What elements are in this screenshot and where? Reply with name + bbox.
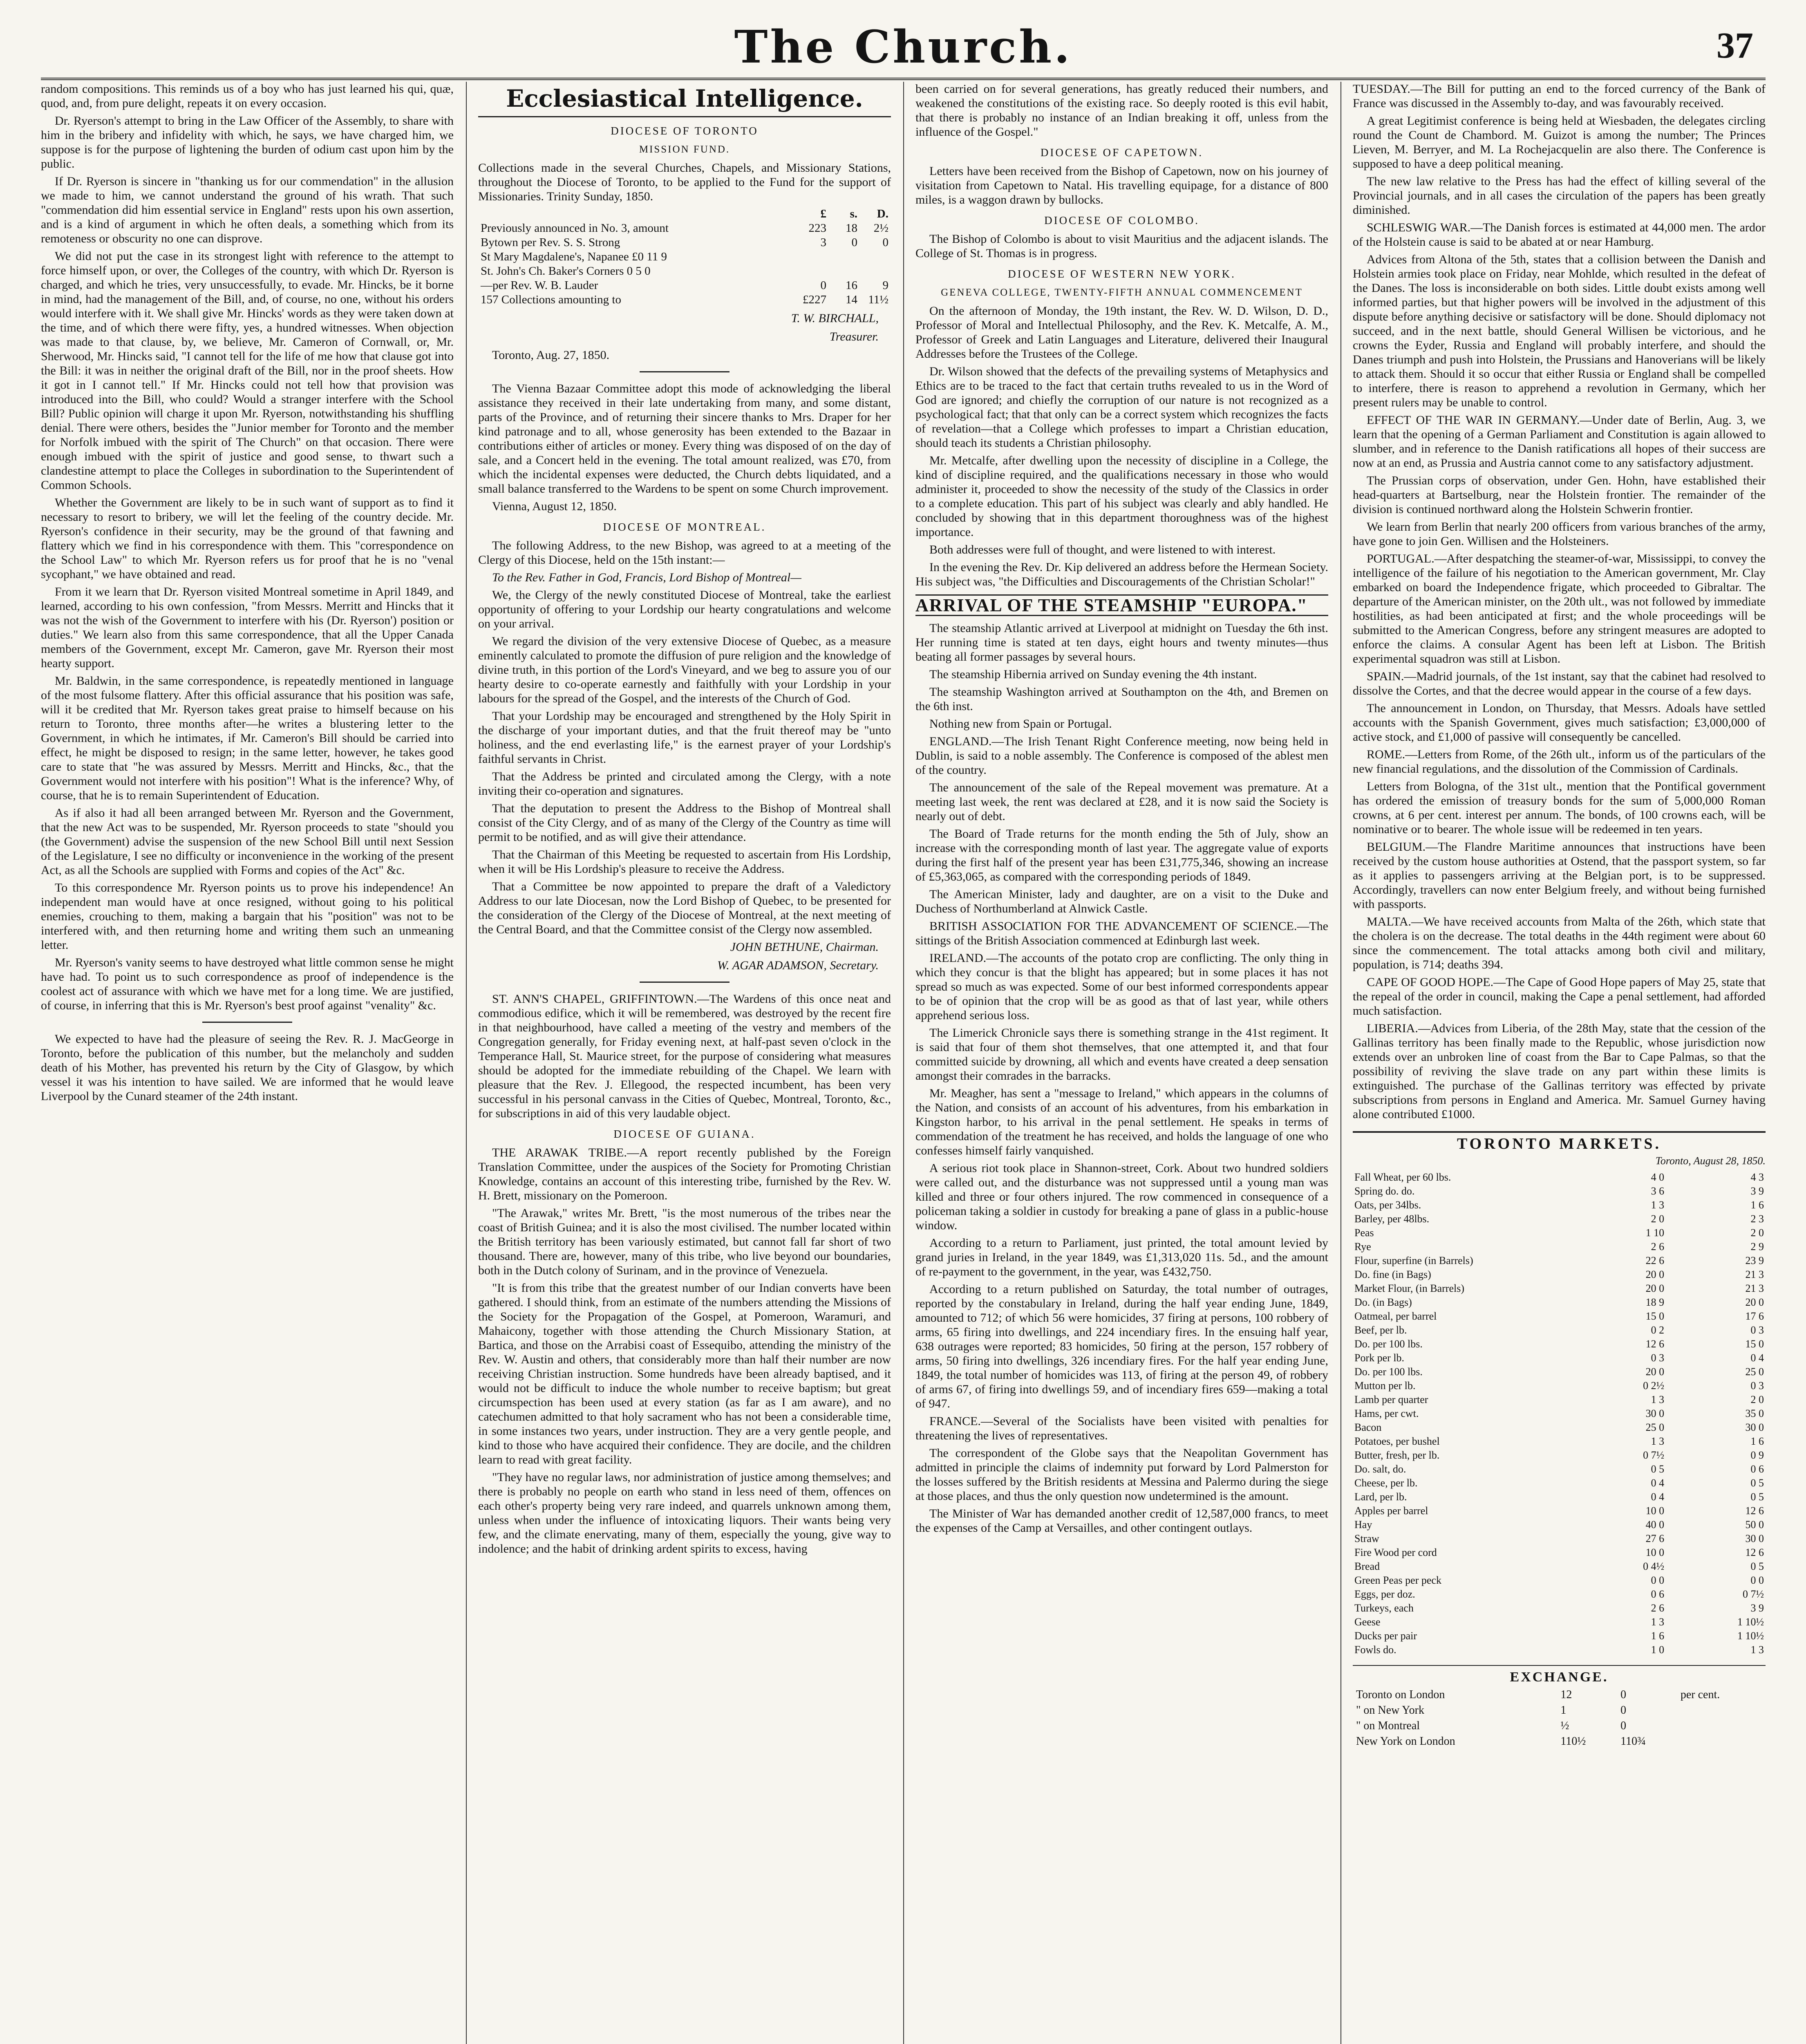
paragraph: Whether the Government are likely to be in such want of support as to find it necessary to resort to bribery, we will let the feeling of the country decide. Mr. Ryerson's confidence in their security, may be the ground of that fawning and flattery which we find in his correspondence with them. This "correspondence on the School Law" to which Mr. Ryerson refers us for proof that he is no "venal sycophant," we have obtained and read. <box>41 496 454 581</box>
table-cell: 1 6 <box>1651 1630 1665 1642</box>
table-cell: 0 0 <box>1750 1574 1764 1586</box>
table-row <box>1353 1393 1766 1407</box>
table-cell: 157 Collections amounting to <box>481 293 621 306</box>
table-row <box>1354 1734 1765 1749</box>
paragraph: From it we learn that Dr. Ryerson visited Montreal sometime in April 1849, and learned, according to his own confession, "from Messrs. Merritt and Hincks that it was not the wish of the Government to interfere with his (Dr. Ryerson') position or duties." We learn also from this same correspondence, that all the Upper Canada members of the Government, except Mr. Cameron, gave Mr. Ryerson their most hearty support. <box>41 585 454 670</box>
table-cell <box>478 207 798 221</box>
section-heading: DIOCESE OF WESTERN NEW YORK. <box>1008 268 1236 280</box>
table-cell: 2 3 <box>1750 1213 1764 1225</box>
table-row <box>1353 1532 1766 1546</box>
paragraph: The announcement in London, on Thursday, that Messrs. Adoals have settled accounts with the Spanish Government, gives much satisfaction; £3,000,000 of active stock, and £1,000 of passive will consequently be cancelled. <box>1353 702 1766 744</box>
paragraph: Both addresses were full of thought, and were listened to with interest. <box>929 543 1276 556</box>
table-cell: Oats, per 34lbs. <box>1354 1199 1421 1211</box>
masthead <box>41 16 1766 80</box>
table-cell: 30 0 <box>1745 1533 1764 1544</box>
table-row <box>1353 1407 1766 1421</box>
table-row <box>1353 1421 1766 1434</box>
table-cell: —per Rev. W. B. Lauder <box>481 279 598 292</box>
table-row <box>478 235 891 250</box>
table-row <box>1353 1226 1766 1240</box>
table-cell: 1 3 <box>1651 1199 1665 1211</box>
paragraph: The American Minister, lady and daughter, are on a visit to the Duke and Duchess of Northumberland at Alnwick Castle. <box>915 888 1328 915</box>
table-cell: Fowls do. <box>1354 1644 1396 1656</box>
table-cell: 1 <box>1560 1704 1567 1717</box>
paragraph: FRANCE.—Several of the Socialists have been visited with penalties for threatening the lives of representatives. <box>915 1414 1328 1442</box>
signature: JOHN BETHUNE, Chairman. <box>730 940 879 954</box>
table-cell: 0 6 <box>1651 1588 1665 1600</box>
table-cell: 0 <box>1620 1719 1627 1732</box>
table-cell: 20 0 <box>1645 1269 1665 1280</box>
paragraph: The Minister of War has demanded another credit of 12,587,000 francs, to meet the expenses of the Camp at Versailles, and other contingent outlays. <box>915 1507 1328 1535</box>
paragraph: CAPE OF GOOD HOPE.—The Cape of Good Hope papers of May 25, state that the repeal of the order in council, making the Cape a penal settlement, had afforded much satisfaction. <box>1353 975 1766 1018</box>
signature-title: Treasurer. <box>829 330 879 343</box>
table-cell <box>860 250 891 264</box>
table-row <box>1353 1490 1766 1504</box>
paragraph: Advices from Altona of the 5th, states that a collision between the Danish and Holstein armies took place on Friday, near Mohlde, which resulted in the defeat of the Danes. The loss is inconsiderable on both sides. Little doubt exists among well informed parties, but that higher powers will be involved in the adjustment of this dispute before anything decisive or satisfactory will be done. Should diplomacy not succeed, and in the next battle, should General Willisen be victorious, and he crowns the Eyder, Russia and England will probably interfere, and should the Danes triumph and push into Holstein, the Prussians and Hanoverians will be likely to attack them. Should it so occur that either Russia or England shall be compelled to interfere, there is reason to apprehend a revolution in Germany, which her present rulers may be unable to control. <box>1353 253 1766 409</box>
table-cell: 4 3 <box>1750 1171 1764 1183</box>
table-cell: 20 0 <box>1745 1296 1764 1308</box>
table-row <box>1353 1268 1766 1282</box>
table-row <box>1353 1504 1766 1518</box>
table-cell: 0 3 <box>1651 1352 1665 1364</box>
subheading: GENEVA COLLEGE, TWENTY-FIFTH ANNUAL COMMENCEMENT <box>941 287 1303 298</box>
paragraph: The Limerick Chronicle says there is something strange in the 41st regiment. It is said that four of them shot themselves, that one attempted it, and that four committed suicide by drowning, all which and events have created a deep sensation amongst their comrades in the barracks. <box>915 1026 1328 1083</box>
table-row <box>1353 1546 1766 1560</box>
table-cell: 0 <box>882 236 888 249</box>
table-cell: 0 4½ <box>1643 1560 1665 1572</box>
paragraph: "It is from this tribe that the greatest number of our Indian converts have been gathered. I should think, from an estimate of the numbers attending the Missions of the Society for the Propagation of the Gospel, at Pomeroon, Waramuri, and Mahaicony, together with those attending the Church Missionary Station, at Bartica, and those on the Arrabisi coast of Essequibo, attending the ministry of the Rev. W. Austin and others, that considerably more than half their number are now receiving Christian instruction. Some hundreds have been already baptised, and it would not be difficult to induce the whole number to receive baptism; but great circumspection has been used at every station (as far as I am aware), and no catechumen admitted to that holy sacrament who has not been a considerable time, in some instances two years, under instruction. They are a very gentle people, and kind to those who have acquired their confidence. They are docile, and the children learn to read with great facility. <box>478 1281 891 1466</box>
salutation: To the Rev. Father in God, Francis, Lord Bishop of Montreal— <box>492 571 801 584</box>
table-row <box>478 207 891 221</box>
table-row <box>478 221 891 235</box>
table-cell: 1 0 <box>1651 1644 1665 1656</box>
table-cell: 2½ <box>873 222 888 235</box>
table-cell: Eggs, per doz. <box>1354 1588 1415 1600</box>
table-cell: 25 0 <box>1645 1421 1665 1433</box>
table-cell: Toronto on London <box>1356 1688 1445 1701</box>
table-cell: 0 7½ <box>1643 1449 1665 1461</box>
table-cell: 2 0 <box>1750 1227 1764 1239</box>
table-cell: 0 5 <box>1651 1463 1665 1475</box>
table-row <box>1353 1309 1766 1323</box>
table-cell: " on New York <box>1356 1704 1425 1717</box>
column-2 <box>478 82 891 2044</box>
table-cell: Geese <box>1354 1616 1381 1628</box>
table-row <box>1353 1254 1766 1268</box>
table-cell: 0 0 <box>1651 1574 1665 1586</box>
markets-date: Toronto, August 28, 1850. <box>1655 1155 1766 1167</box>
table-cell: D. <box>877 207 888 220</box>
table-row <box>1353 1573 1766 1587</box>
signature-name: T. W. BIRCHALL, <box>791 312 879 325</box>
table-cell: Apples per barrel <box>1354 1505 1428 1517</box>
table-cell <box>798 264 829 278</box>
column-rule <box>466 82 467 2044</box>
table-cell: Fire Wood per cord <box>1354 1546 1437 1558</box>
paragraph: "The Arawak," writes Mr. Brett, "is the most numerous of the tribes near the coast of British Guinea; and it is also the most civilised. The number located within the British territory has been variously estimated, but cannot fall far short of two thousand. There are, however, many of this tribe, who live beyond our boundaries, both in the Dutch colony of Surinam, and in the province of Venezuela. <box>478 1206 891 1277</box>
paragraph: According to a return published on Saturday, the total number of outrages, reported by the constabulary in Ireland, during the half year ending June, 1849, amounted to 712; of which 56 were homicides, 37 firing at persons, 100 robbery of arms, 65 firing into dwellings, and 224 incendiary fires. In the ensuing half year, 638 outrages were reported; 83 homicides, 50 firing at the person, 157 robbery of arms, 50 firing into dwellings, 326 incendiary fires. For the half year ending June, 1849, the total number of homicides was 113, of firing at the person 49, of robbery of arms 67, of firing into dwellings 59, and of incendiary fires 659—making a total of 947. <box>915 1282 1328 1410</box>
table-cell: Oatmeal, per barrel <box>1354 1310 1437 1322</box>
dateline: Vienna, August 12, 1850. <box>492 500 617 513</box>
table-cell <box>1678 1703 1765 1718</box>
divider <box>202 1022 292 1023</box>
table-cell: 21 3 <box>1745 1282 1764 1294</box>
signature: W. AGAR ADAMSON, Secretary. <box>717 959 879 972</box>
table-row <box>1353 1462 1766 1476</box>
table-cell <box>829 250 860 264</box>
paragraph: That the deputation to present the Address to the Bishop of Montreal shall consist of the City Clergy, and of as many of the Clergy of the Country as time will permit to be notified, and as will give their attendance. <box>478 802 891 844</box>
paragraph: The announcement of the sale of the Repeal movement was premature. At a meeting last week, the rent was declared at £28, and it is now said the Society is nearly out of debt. <box>915 781 1328 823</box>
table-cell: 2 9 <box>1750 1241 1764 1253</box>
paragraph: On the afternoon of Monday, the 19th instant, the Rev. W. D. Wilson, D. D., Professor of Moral and Intellectual Philosophy, and the Rev. K. Metcalfe, A. M., Professor of Greek and Latin Languages and Literature, delivered their Inaugural Addresses before the Trustees of the College. <box>915 304 1328 361</box>
table-cell: 12 6 <box>1745 1505 1764 1517</box>
table-cell: Beef, per lb. <box>1354 1324 1407 1336</box>
table-cell: 12 6 <box>1745 1546 1764 1558</box>
paragraph: The Vienna Bazaar Committee adopt this mode of acknowledging the liberal assistance they received in their late undertaking from many, and some distant, parts of the Province, and of returning their sincere thanks to Mrs. Draper for her kind patronage and to all, whose generosity has been extended to the Bazaar in contributions either of articles or money. Every thing was disposed of on the day of sale, and a Concert held in the evening. The total amount realized, was £70, from which the incidental expenses were deducted, the Church debts liquidated, and a small balance transferred to the Wardens to be spent on some Church improvement. <box>478 382 891 495</box>
paragraph: The correspondent of the Globe says that the Neapolitan Government has admitted in principle the claims of indemnity put forward by Lord Palmerston for the losses suffered by the British residents at Messina and Palermo during the siege at those places, and thus the only question now undetermined is the amount. <box>915 1446 1328 1503</box>
markets-table <box>1353 1170 1766 1657</box>
table-cell: 2 6 <box>1651 1602 1665 1614</box>
table-cell: Do. per 100 lbs. <box>1354 1338 1423 1350</box>
table-row <box>1353 1170 1766 1184</box>
table-cell: Peas <box>1354 1227 1374 1239</box>
table-cell: 3 <box>820 236 826 249</box>
table-cell: 0 <box>820 279 826 292</box>
table-cell: 2 0 <box>1750 1394 1764 1405</box>
table-cell: 35 0 <box>1745 1407 1764 1419</box>
exchange-title: EXCHANGE. <box>1353 1665 1766 1684</box>
table-cell: 9 <box>882 279 888 292</box>
table-cell: per cent. <box>1680 1688 1720 1701</box>
table-cell: Potatoes, per bushel <box>1354 1435 1440 1447</box>
table-row <box>1353 1379 1766 1393</box>
table-row <box>1354 1719 1765 1733</box>
table-row <box>478 264 891 278</box>
table-row <box>1353 1351 1766 1365</box>
table-cell: Bytown per Rev. S. S. Strong <box>481 236 620 249</box>
table-row <box>1353 1518 1766 1532</box>
table-cell: Rye <box>1354 1241 1371 1253</box>
table-cell: Bread <box>1354 1560 1380 1572</box>
paragraph: Dr. Ryerson's attempt to bring in the Law Officer of the Assembly, to share with him in the bribery and infidelity with which, he says, we have charged him, we suppose is for the purpose of lightening the burden of odium cast upon him by the public. <box>41 114 454 170</box>
table-row <box>1353 1295 1766 1309</box>
section-heading: DIOCESE OF TORONTO <box>611 125 759 137</box>
table-row <box>1353 1184 1766 1198</box>
paragraph: MALTA.—We have received accounts from Malta of the 26th, which state that the cholera is on the decrease. The total deaths in the 44th regiment were about 60 since the commencement. The total attacks among both civil and military, population, is 714; deaths 394. <box>1353 915 1766 971</box>
paragraph: To this correspondence Mr. Ryerson points us to prove his independence! An independent man would have at once resigned, without going to his political enemies, crouching to them, making a bargain that his "position" was not to be interfered with, and then returning home and writing them such an unmeaning letter. <box>41 881 454 952</box>
table-cell: 40 0 <box>1645 1519 1665 1531</box>
table-cell: 25 0 <box>1745 1366 1764 1378</box>
table-cell: Do. fine (in Bags) <box>1354 1269 1431 1280</box>
section-heading: DIOCESE OF GUIANA. <box>613 1128 756 1140</box>
table-cell: 22 6 <box>1645 1255 1665 1266</box>
table-cell: 50 0 <box>1745 1519 1764 1531</box>
paragraph: ROME.—Letters from Rome, of the 26th ult., inform us of the particulars of the new financial regulations, and the dissolution of the Commission of Cardinals. <box>1353 748 1766 775</box>
section-heading: DIOCESE OF CAPETOWN. <box>1040 146 1204 159</box>
table-cell: 20 0 <box>1645 1282 1665 1294</box>
table-cell: 0 4 <box>1750 1352 1764 1364</box>
table-cell: 20 0 <box>1645 1366 1665 1378</box>
table-cell: 15 0 <box>1745 1338 1764 1350</box>
paragraph: The steamship Washington arrived at Southampton on the 4th, and Bremen on the 6th inst. <box>915 685 1328 713</box>
table-cell: 1 3 <box>1651 1616 1665 1628</box>
paragraph: Letters have been received from the Bishop of Capetown, now on his journey of visitation from Capetown to Natal. His travelling equipage, for a distance of 800 miles, is a waggon drawn by bullocks. <box>915 164 1328 206</box>
table-cell: Previously announced in No. 3, amount <box>481 222 669 235</box>
paragraph: Collections made in the several Churches, Chapels, and Missionary Stations, throughout the Diocese of Toronto, to be applied to the Fund for the support of Missionaries. Trinity Sunday, 1850. <box>478 161 891 203</box>
table-cell: 0 2 <box>1651 1324 1665 1336</box>
table-cell: 223 <box>808 222 826 235</box>
table-cell: Do. per 100 lbs. <box>1354 1366 1423 1378</box>
paragraph: PORTUGAL.—After despatching the steamer-of-war, Mississippi, to convey the intelligence of the failure of his negotiation to the American government, Mr. Clay embarked on board the Independence frigate, which proceeded to Gibraltar. The departure of the American minister, on the 20th ult., was not followed by immediate hostilities, as had been anticipated at first; and the whole proceedings will be submitted to the American Congress, before any stringent measures are adopted to enforce the claims. A consular Agent has been left at Lisbon. The British experimental squadron was still at Lisbon. <box>1353 552 1766 666</box>
table-cell: Flour, superfine (in Barrels) <box>1354 1255 1473 1266</box>
paragraph: The Board of Trade returns for the month ending the 5th of July, show an increase with the corresponding month of last year. The aggregate value of exports during the first half of the present year has been £31,775,346, showing an increase of £5,363,065, as compared with the corresponding periods of 1849. <box>915 827 1328 883</box>
table-row <box>1353 1587 1766 1601</box>
paragraph: A serious riot took place in Shannon-street, Cork. About two hundred soldiers were called out, and the disturbance was not suppressed until a young man was killed and three or four others injured. The row commenced in consequence of a policeman taking a soldier in custody for breaking a pane of glass in a public-house window. <box>915 1161 1328 1232</box>
table-cell <box>798 250 829 264</box>
paragraph: A great Legitimist conference is being held at Wiesbaden, the delegates circling round the Count de Chambord. M. Guizot is among the number; The Princes Lieven, M. Berryer, and M. La Rochejacquelin are also there. The Conference is supposed to have a deep political meaning. <box>1353 114 1766 170</box>
table-cell: New York on London <box>1356 1735 1455 1748</box>
table-cell: 0 4 <box>1651 1491 1665 1503</box>
section-heading: DIOCESE OF MONTREAL. <box>603 521 766 533</box>
table-cell: 1 10 <box>1645 1227 1665 1239</box>
table-cell: £227 <box>803 293 826 306</box>
paragraph: ST. ANN'S CHAPEL, GRIFFINTOWN.—The Wardens of this once neat and commodious edifice, which it will be remembered, was destroyed by the recent fire in that neighbourhood, have called a meeting of the vestry and members of the Congregation generally, for Friday evening next, at half-past seven o'clock in the Temperance Hall, St. Maurice street, for the purpose of considering what measures should be adopted for the immediate rebuilding of the Chapel. We learn with pleasure that the Rev. J. Ellegood, the respected incumbent, has been very successful in his personal canvass in the Cities of Quebec, Montreal, Toronto, &c., for subscriptions in aid of this very laudable object. <box>478 992 891 1120</box>
paragraph: The steamship Atlantic arrived at Liverpool at midnight on Tuesday the 6th inst. Her running time is stated at ten days, eight hours and twenty minutes—thus beating all former passages by several hours. <box>915 621 1328 663</box>
table-cell: 17 6 <box>1745 1310 1764 1322</box>
table-cell: 0 9 <box>1750 1449 1764 1461</box>
paragraph: In the evening the Rev. Dr. Kip delivered an address before the Hermean Society. His subject was, "the Difficulties and Discouragements of the Christian Scholar!" <box>915 560 1328 588</box>
exchange-table <box>1353 1687 1766 1750</box>
table-cell: s. <box>850 207 857 220</box>
paragraph: We learn from Berlin that nearly 200 officers from various branches of the army, have gone to join Gen. Willisen and the Holsteiners. <box>1353 520 1766 548</box>
table-row <box>1353 1643 1766 1657</box>
paragraph: BRITISH ASSOCIATION FOR THE ADVANCEMENT OF SCIENCE.—The sittings of the British Association commenced at Edinburgh last week. <box>915 919 1328 947</box>
section-title: Ecclesiastical Intelligence. <box>478 84 891 117</box>
paragraph: LIBERIA.—Advices from Liberia, of the 28th May, state that the cession of the Gallinas territory has been finally made to the Republic, whose jurisdiction now extends over an unbroken line of coast from the Bar to Cape Palmas, so that the possibility of reviving the slave trade on any part within these limits is extinguished. The purchase of the Gallinas territory was effected by private subscriptions from persons in England and America. Mr. Samuel Gurney having alone contributed £1000. <box>1353 1022 1766 1121</box>
table-cell: 0 5 <box>1750 1477 1764 1489</box>
table-cell: 4 0 <box>1651 1171 1665 1183</box>
table-cell: Butter, fresh, per lb. <box>1354 1449 1440 1461</box>
table-row <box>1353 1337 1766 1351</box>
article-title: ARRIVAL OF THE STEAMSHIP "EUROPA." <box>915 594 1328 616</box>
table-cell: 30 0 <box>1745 1421 1764 1433</box>
paragraph: SPAIN.—Madrid journals, of the 1st instant, say that the cabinet had resolved to dissolve the Cortes, and that the decree would appear in the course of a few days. <box>1353 670 1766 697</box>
table-cell <box>829 264 860 278</box>
table-cell: Do. (in Bags) <box>1354 1296 1412 1308</box>
table-cell: Turkeys, each <box>1354 1602 1414 1614</box>
table-cell: 30 0 <box>1645 1407 1665 1419</box>
table-row <box>1353 1240 1766 1254</box>
table-cell: 10 0 <box>1645 1546 1665 1558</box>
table-cell <box>860 264 891 278</box>
dateline: Toronto, Aug. 27, 1850. <box>492 348 610 362</box>
table-cell: Spring do. do. <box>1354 1185 1415 1197</box>
table-cell: 0 <box>1620 1704 1627 1717</box>
paragraph: That the Address be printed and circulated among the Clergy, with a note inviting their co-operation and signatures. <box>478 770 891 798</box>
paragraph: Mr. Ryerson's vanity seems to have destroyed what little common sense he might have had. To point us to such correspondence as proof of independence is the coolest act of assurance with which we have met for a long time. We are justified, of course, in inferring that this is Mr. Ryerson's best proof against "venality" &c. <box>41 956 454 1012</box>
page-number: 37 <box>1716 25 1753 66</box>
table-cell: 1 3 <box>1651 1435 1665 1447</box>
table-cell: 0 3 <box>1750 1380 1764 1392</box>
table-cell: 0 5 <box>1750 1560 1764 1572</box>
column-rule <box>903 82 904 2044</box>
mission-fund-table <box>478 207 891 307</box>
table-cell: 16 <box>846 279 857 292</box>
table-cell: 12 6 <box>1645 1338 1665 1350</box>
table-cell: 12 <box>1560 1688 1572 1701</box>
table-row <box>1353 1212 1766 1226</box>
table-cell: " on Montreal <box>1356 1719 1420 1732</box>
table-cell <box>1678 1719 1765 1733</box>
table-cell: 10 0 <box>1645 1505 1665 1517</box>
paragraph: As if also it had all been arranged between Mr. Ryerson and the Government, that the new Act was to be suspended, Mr. Ryerson proceeds to state "should you (the Government) advise the suspension of the new School Bill until next Session of the Legislature, I see no difficulty or inconvenience in the working of the present Act, as all the Schools are supplied with Forms and copies of the Act" &c. <box>41 806 454 877</box>
paragraph: That a Committee be now appointed to prepare the draft of a Valedictory Address to our late Diocesan, now the Lord Bishop of Quebec, to be presented for the consideration of the Clergy of the Diocese of Montreal, at the next meeting of the Central Board, and that the Committee consist of the Clergy now assembled. <box>478 880 891 936</box>
table-cell: 1 3 <box>1651 1394 1665 1405</box>
table-cell: 27 6 <box>1645 1533 1665 1544</box>
table-cell: 0 <box>851 236 857 249</box>
paragraph: SCHLESWIG WAR.—The Danish forces is estimated at 44,000 men. The ardor of the Holstein cause is said to be abated at or near Hamburg. <box>1353 221 1766 249</box>
table-row <box>1353 1601 1766 1615</box>
table-row <box>1354 1703 1765 1718</box>
paragraph: That your Lordship may be encouraged and strengthened by the Holy Spirit in the discharge of your important duties, and that the fruit thereof may be "unto holiness, and the end everlasting life," is the earnest prayer of your Lordship's faithful servants in Christ. <box>478 709 891 766</box>
table-cell: 2 0 <box>1651 1213 1665 1225</box>
table-cell: Lamb per quarter <box>1354 1394 1428 1405</box>
table-cell: 1 10½ <box>1737 1630 1764 1642</box>
table-cell: 1 6 <box>1750 1435 1764 1447</box>
table-cell: Do. salt, do. <box>1354 1463 1406 1475</box>
table-cell: 15 0 <box>1645 1310 1665 1322</box>
paragraph: IRELAND.—The accounts of the potato crop are conflicting. The only thing in which they concur is that the blight has appeared; but in some places it has not spread so much as was expected. Some of our best informed correspondents appear to be of opinion that the crop will be as good as that of last year, while others apprehend serious loss. <box>915 951 1328 1022</box>
table-row <box>1353 1198 1766 1212</box>
paragraph: The steamship Hibernia arrived on Sunday evening the 4th instant. <box>929 668 1257 681</box>
table-row <box>478 278 891 293</box>
table-row <box>478 293 891 307</box>
table-cell: 0 7½ <box>1743 1588 1764 1600</box>
table-cell: 11½ <box>868 293 888 306</box>
paragraph: TUESDAY.—The Bill for putting an end to the forced currency of the Bank of France was discussed in the Assembly to-day, and was favourably received. <box>1353 82 1766 110</box>
table-cell: 0 4 <box>1651 1477 1665 1489</box>
table-row <box>478 250 891 264</box>
paragraph: Nothing new from Spain or Portugal. <box>929 717 1112 731</box>
paragraph: We did not put the case in its strongest light with reference to the attempt to force himself upon, or over, the Colleges of the country, with which Dr. Ryerson is charged, and which he tries, very unsuccessfully, to evade. Mr. Hincks, be it borne in mind, had the management of the Bill, and, of course, no one, without his orders would interfere with it. We shall give Mr. Hincks' words as they were taken down at the time, and of which there were fifty, yes, a hundred witnesses. When objection was made to that clause, by, we believe, Mr. Cameron of Cornwall, or, Mr. Sherwood, Mr. Hincks said, "I cannot tell for the life of me how that clause got into the Bill: it was in neither the original draft of the Bill, nor in the proof sheets. How it got in I cannot tell." If Mr. Hincks could not tell how that provision was introduced into the Bill, who could? Would a stranger interfere with the School Bill? Public opinion will charge it upon Mr. Ryerson, notwithstanding his shuffling denial. There were others, besides the "Junior member for Toronto and the member for Norfolk imbued with the spirit of The Church" on that occasion. There were enough imbued with the spirit of justice and good sense, to thwart such a clandestine attempt to place the Colleges in subordination to the Superintendent of Common Schools. <box>41 249 454 492</box>
table-cell: St. John's Ch. Baker's Corners 0 5 0 <box>481 264 651 278</box>
paragraph: The following Address, to the new Bishop, was agreed to at a meeting of the Clergy of this Diocese, held on the 15th instant:— <box>478 539 891 567</box>
table-cell: Green Peas per peck <box>1354 1574 1441 1586</box>
paragraph: Mr. Baldwin, in the same correspondence, is repeatedly mentioned in language of the most fulsome flattery. After this official assurance that his position was safe, will it be credited that Mr. Ryerson takes great praise to himself because on his return to Toronto, three months after—he writes a blustering letter to the Government, in which he intimates, if Mr. Cameron's Bill should be carried into effect, he might be disposed to resign; in the same letter, however, he takes good care to state that "he was assured by Messrs. Merritt and Hincks, &c., that the Government would not interfere with his position"! What is the inference? Why, of course, that he is to remain Superintendent of Education. <box>41 674 454 802</box>
table-cell: Hay <box>1354 1519 1372 1531</box>
markets-title: TORONTO MARKETS. <box>1353 1131 1766 1151</box>
table-cell: 0 5 <box>1750 1491 1764 1503</box>
table-cell: 1 10½ <box>1737 1616 1764 1628</box>
table-row <box>1353 1282 1766 1295</box>
table-row <box>1353 1448 1766 1462</box>
paragraph: Mr. Metcalfe, after dwelling upon the necessity of discipline in a College, the kind of discipline required, and the qualifications necessary in those who would administer it, proceeded to show the necessity of the study of the Classics in order to a complete education. This part of his subject was clearly and ably handled. He concluded by showing that in this department thoroughness was of the highest importance. <box>915 454 1328 539</box>
table-cell: 21 3 <box>1745 1269 1764 1280</box>
table-cell: 110¾ <box>1620 1735 1646 1748</box>
table-cell: 0 6 <box>1750 1463 1764 1475</box>
paragraph: That the Chairman of this Meeting be requested to ascertain from His Lordship, when it will be His Lordship's pleasure to receive the Address. <box>478 848 891 876</box>
table-cell: Ducks per pair <box>1354 1630 1417 1642</box>
paragraph: We regard the division of the very extensive Diocese of Quebec, as a measure eminently calculated to promote the diffusion of pure religion and the knowledge of divine truth, in this portion of the Lord's Vineyard, and we beg to assure you of our hearty desire to co-operate earnestly and faithfully with your Lordship in your labours for the spread of the Gospel, and the interests of the Church of God. <box>478 634 891 705</box>
divider <box>640 982 730 983</box>
paragraph: We expected to have had the pleasure of seeing the Rev. R. J. MacGeorge in Toronto, before the publication of this number, but the melancholy and sudden death of his Mother, has prevented his return by the City of Glasgow, by which vessel it was his intention to have sailed. We are informed that he would leave Liverpool by the Cunard steamer of the 24th instant. <box>41 1032 454 1103</box>
paragraph: THE ARAWAK TRIBE.—A report recently published by the Foreign Translation Committee, under the auspices of the Society for Promoting Christian Knowledge, contains an account of this interesting tribe, furnished by the Rev. W. H. Brett, missionary on the Pomeroon. <box>478 1146 891 1202</box>
paragraph: The new law relative to the Press has had the effect of killing several of the Provincial journals, and in all cases the circulation of the papers has been greatly diminished. <box>1353 175 1766 217</box>
table-cell: 14 <box>846 293 857 306</box>
table-cell: 110½ <box>1560 1735 1586 1748</box>
section-heading: DIOCESE OF COLOMBO. <box>1044 214 1200 226</box>
table-cell: Fall Wheat, per 60 lbs. <box>1354 1171 1451 1183</box>
paragraph: Dr. Wilson showed that the defects of the prevailing systems of Metaphysics and Ethics are to be traced to the fact that certain truths revealed to us in the Word of God are ignored; and chiefly the corruption of our nature is not recognized as a psychological fact; that that only can be a correct system which recognizes the facts of revelation—that a College which professes to impart a Christian education, should teach its students a Christian philosophy. <box>915 365 1328 450</box>
column-3 <box>915 82 1328 2044</box>
paragraph: According to a return to Parliament, just printed, the total amount levied by grand juries in Ireland, in the year 1849, was £1,313,020 11s. 5d., and the amount of re-payment to the government, in the year, was £432,750. <box>915 1236 1328 1278</box>
table-cell <box>1678 1734 1765 1749</box>
table-cell: 2 6 <box>1651 1241 1665 1253</box>
table-cell: 1 6 <box>1750 1199 1764 1211</box>
table-cell: Mutton per lb. <box>1354 1380 1416 1392</box>
table-cell: Lard, per lb. <box>1354 1491 1407 1503</box>
table-cell: Market Flour, (in Barrels) <box>1354 1282 1465 1294</box>
table-row <box>1354 1688 1765 1702</box>
table-cell: 1 3 <box>1750 1644 1764 1656</box>
table-cell: 3 6 <box>1651 1185 1665 1197</box>
paragraph: ENGLAND.—The Irish Tenant Right Conference meeting, now being held in Dublin, is said to a noble assembly. The Conference is composed of the ablest men of the country. <box>915 735 1328 777</box>
divider <box>640 371 730 372</box>
table-row <box>1353 1365 1766 1379</box>
table-cell: St Mary Magdalene's, Napanee £0 11 9 <box>481 250 667 263</box>
table-row <box>1353 1323 1766 1337</box>
column-1 <box>41 82 454 2044</box>
table-row <box>1353 1476 1766 1490</box>
paragraph: "They have no regular laws, nor administration of justice among themselves; and there is probably no people on earth who stand in less need of them, offences on each other's property being very rare indeed, and quarrels unknown among them, unless when under the influence of intoxicating liquors. Their wants being very few, and the climate enervating, many of them, especially the young, give way to indolence; and the habit of drinking ardent spirits to excess, having <box>478 1470 891 1555</box>
table-cell: Cheese, per lb. <box>1354 1477 1418 1489</box>
paragraph: The Bishop of Colombo is about to visit Mauritius and the adjacent islands. The College of St. Thomas is in progress. <box>915 232 1328 260</box>
table-cell: 18 9 <box>1645 1296 1665 1308</box>
table-cell: Bacon <box>1354 1421 1382 1433</box>
table-cell: 0 <box>1620 1688 1627 1701</box>
table-cell: Straw <box>1354 1533 1379 1544</box>
table-cell: 18 <box>846 222 857 235</box>
table-row <box>1353 1629 1766 1643</box>
table-cell: Barley, per 48lbs. <box>1354 1213 1430 1225</box>
table-cell: 3 9 <box>1750 1602 1764 1614</box>
table-cell: 3 9 <box>1750 1185 1764 1197</box>
paragraph: been carried on for several generations, has greatly reduced their numbers, and weakened the constitutions of the existing race. So deeply rooted is this evil habit, that there is probably no instance of an Indian breaking it off, unless from the influence of the Gospel." <box>915 82 1328 139</box>
paragraph: Mr. Meagher, has sent a "message to Ireland," which appears in the columns of the Nation, and consists of an account of his adventures, from his embarkation in Kingston harbor, to his arrival in the penal settlement. He speaks in terms of commendation of the treatment he has received, and holds the language of one who confesses himself fairly vanquished. <box>915 1087 1328 1157</box>
table-row <box>1353 1560 1766 1573</box>
subheading: MISSION FUND. <box>639 144 730 155</box>
table-cell: ½ <box>1560 1719 1569 1732</box>
paragraph: If Dr. Ryerson is sincere in "thanking us for our commendation" in the allusion we made to him, we cannot understand the ground of his wrath. That such "commendation did him essential service in England" rests upon his own assertion, and is a kind of argument in which he often deals, a something which from its remoteness or obscurity no one can disprove. <box>41 175 454 245</box>
paragraph: random compositions. This reminds us of a boy who has just learned his qui, quæ, quod, and, from pure delight, repeats it on every occasion. <box>41 82 454 110</box>
table-cell: 23 9 <box>1745 1255 1764 1266</box>
paragraph: EFFECT OF THE WAR IN GERMANY.—Under date of Berlin, Aug. 3, we learn that the opening of a German Parliament and Constitution is again allowed to slumber, and in reference to the Danish ratifications all hopes of their success are now at an end, as Prussia and Austria cannot come to any satisfactory adjustment. <box>1353 413 1766 470</box>
table-cell: Pork per lb. <box>1354 1352 1405 1364</box>
table-cell: £ <box>820 207 826 220</box>
paragraph: BELGIUM.—The Flandre Maritime announces that instructions have been received by the custom house authorities at Ostend, that the passport system, so far as it applies to passengers arriving at the Belgian port, is to be suppressed. Accordingly, travellers can now enter Belgium freely, and without being furnished with passports. <box>1353 840 1766 911</box>
paragraph: The Prussian corps of observation, under Gen. Hohn, have established their head-quarters at Bartselburg, near the Holstein frontier. The remainder of the division is continued northward along the Holstein Schwerin frontier. <box>1353 474 1766 516</box>
table-row <box>1353 1615 1766 1629</box>
paragraph: We, the Clergy of the newly constituted Diocese of Montreal, take the earliest opportunity of offering to your Lordship our hearty congratulations and welcome on your arrival. <box>478 588 891 630</box>
table-row <box>1353 1434 1766 1448</box>
table-cell: 0 2½ <box>1643 1380 1665 1392</box>
table-cell: Hams, per cwt. <box>1354 1407 1419 1419</box>
newspaper-title: The Church. <box>734 20 1072 73</box>
table-cell: 0 3 <box>1750 1324 1764 1336</box>
paragraph: Letters from Bologna, of the 31st ult., mention that the Pontifical government has ordered the emission of treasury bonds for the sum of 5,000,000 Roman crowns, at 6 per cent. interest per annum. The bonds, of 100 crowns each, will be nominative or to bearer. The whole issue will be redeemed in ten years. <box>1353 780 1766 836</box>
column-4 <box>1353 82 1766 2044</box>
